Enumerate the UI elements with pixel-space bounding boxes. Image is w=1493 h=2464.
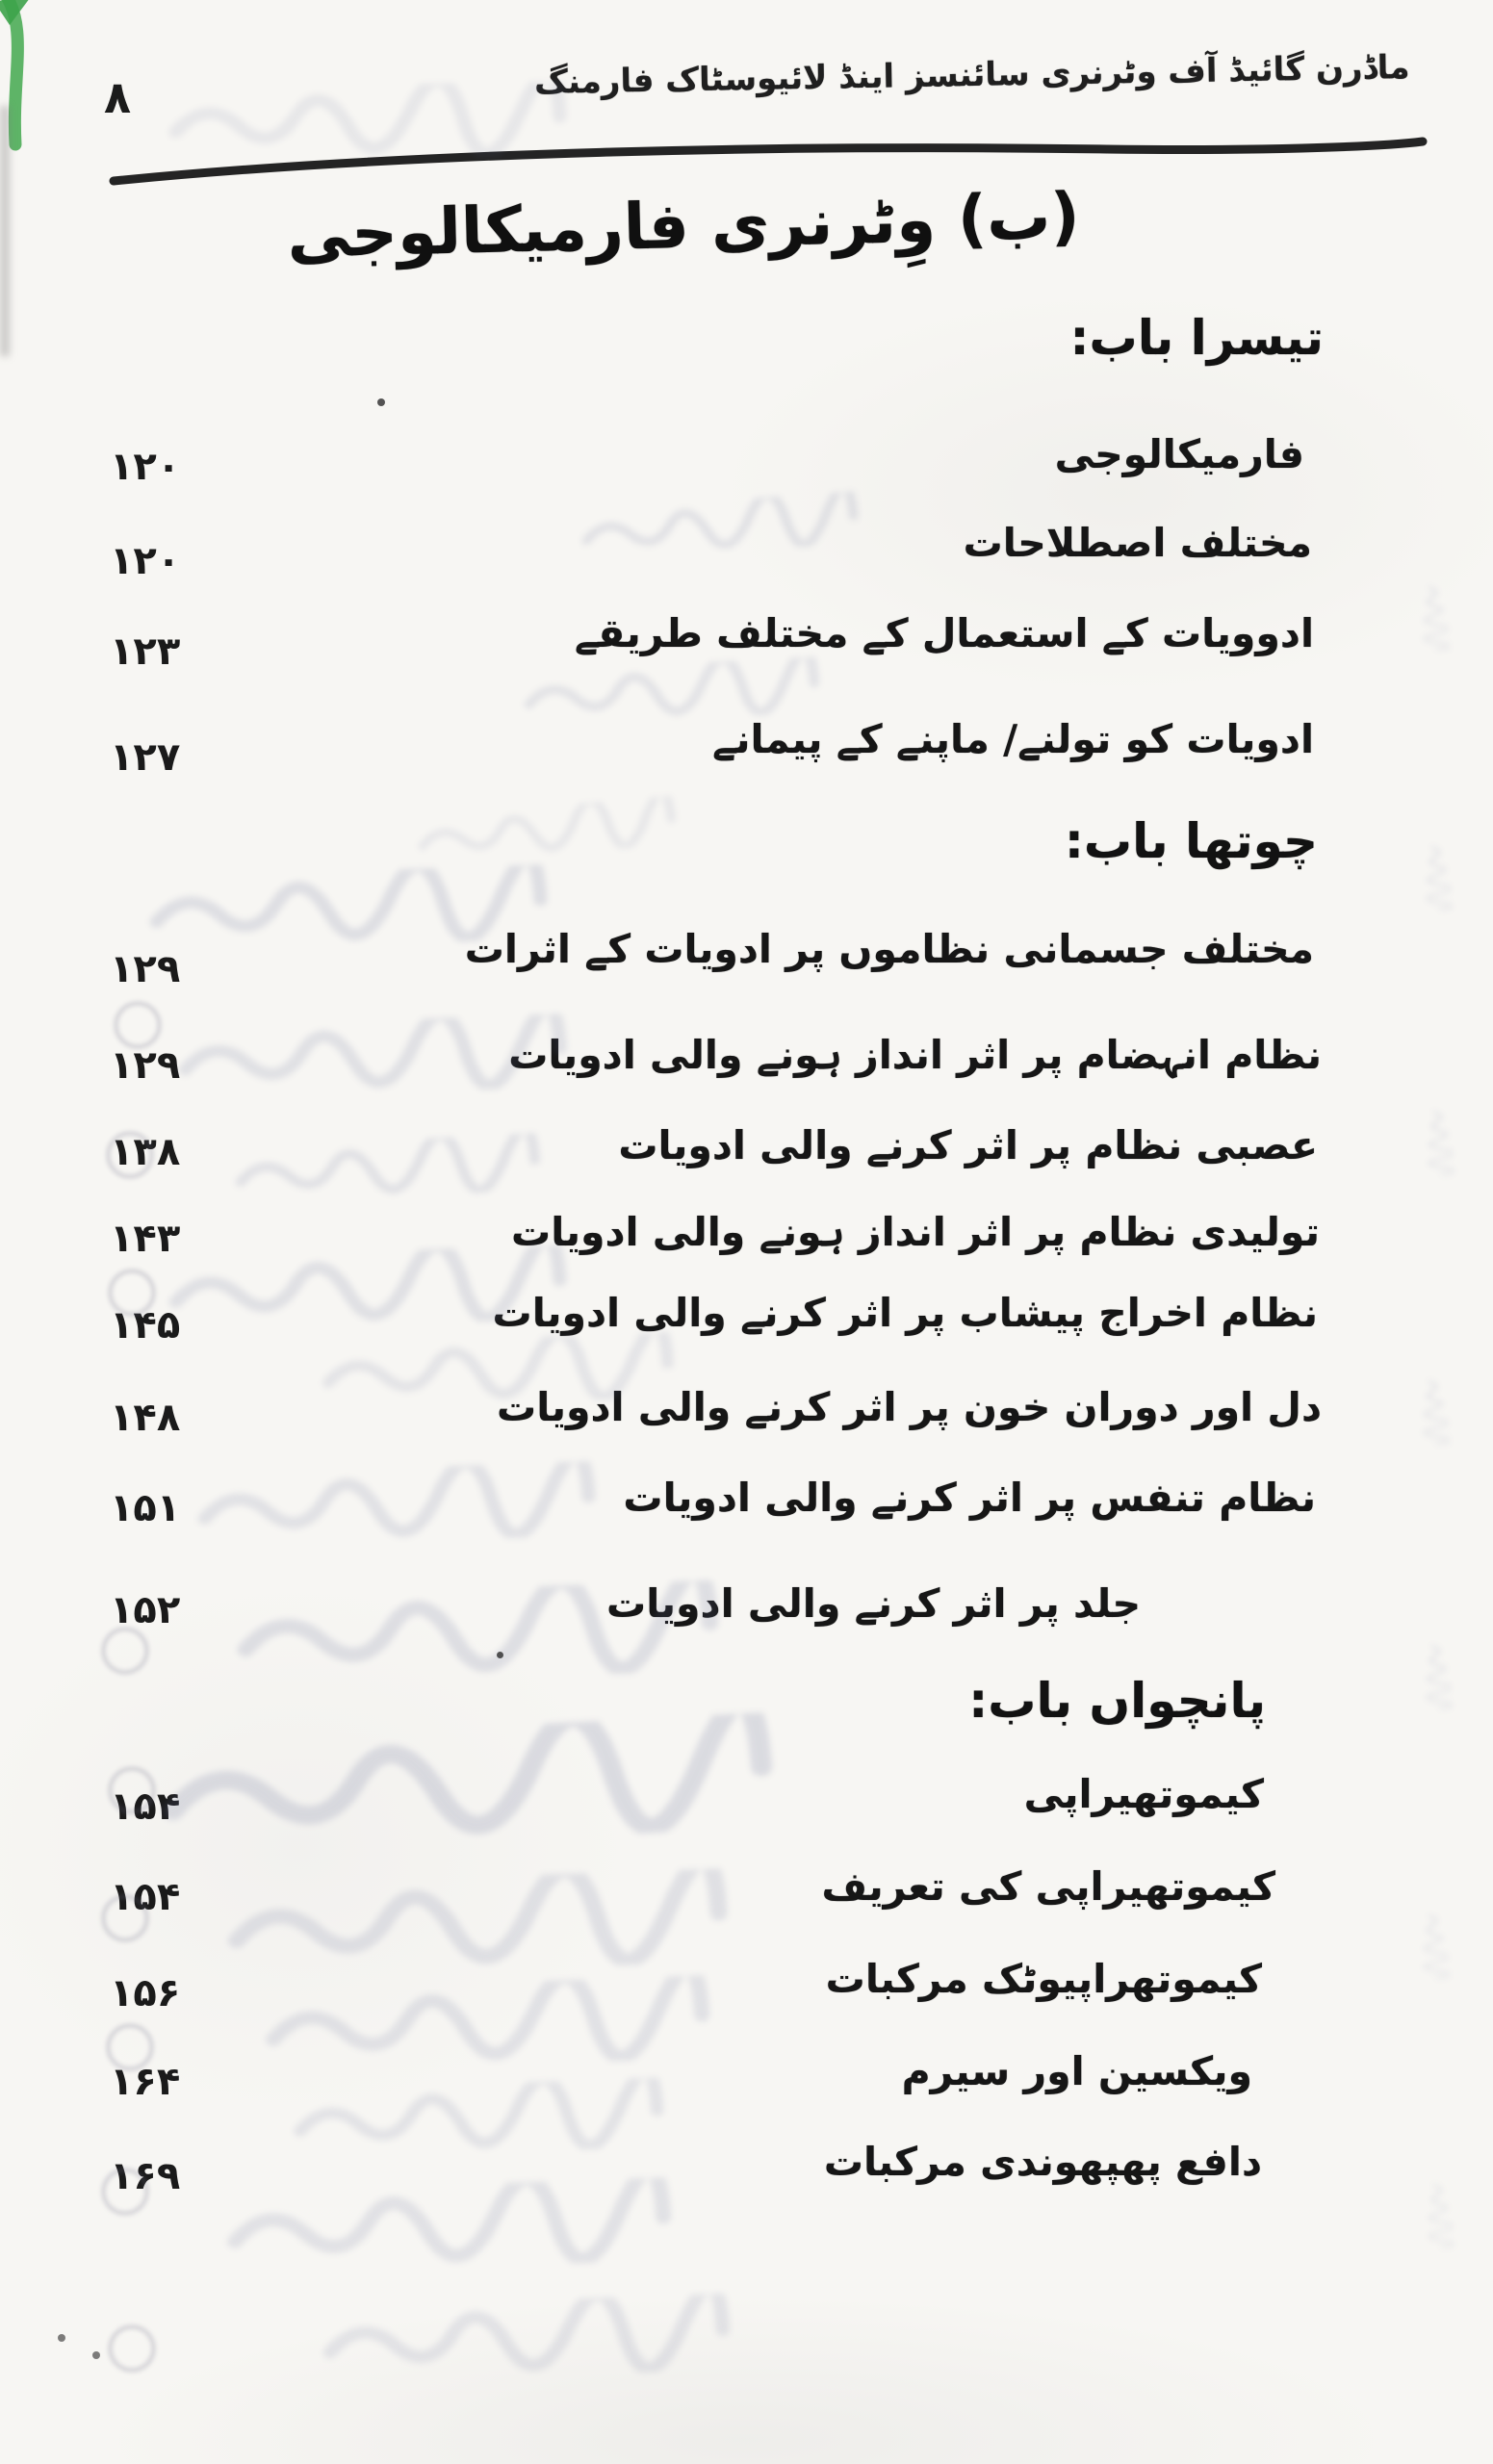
bleedthrough-mark [317,2293,742,2383]
toc-entry-title: دل اور دوران خون پر اثر کرنے والی ادویات [497,1384,1322,1430]
bleedthrough-mark [1424,1109,1454,1178]
toc-page-number: ۱۲۰ [110,445,181,489]
bleedthrough-ring [101,1627,149,1675]
page-number: ۸ [104,71,132,123]
section-title: (ب) وِٹرنری فارمیکالوجی [286,178,1081,273]
toc-page-number: ۱۵۶ [110,1971,181,2015]
chapter-heading: چوتھا باب: [1064,813,1318,869]
toc-page-number: ۱۲۹ [110,1043,181,1088]
toc-entry-title: مختلف اصطلاحات [963,520,1312,566]
toc-page-number: ۱۴۵ [110,1303,181,1348]
bleedthrough-mark [1422,844,1453,913]
bleedthrough-mark [151,1711,791,1859]
toc-entry-title: ویکسین اور سیرم [901,2048,1252,2094]
bleedthrough-mark [1422,1643,1453,1712]
bleedthrough-ring [114,1001,162,1049]
chapter-heading: تیسرا باب: [1069,310,1324,366]
toc-page-number: ۱۳۸ [110,1130,181,1174]
bleedthrough-mark [1419,584,1450,654]
bleedthrough-mark [219,1868,742,1980]
toc-page-number: ۱۴۳ [110,1217,181,1261]
toc-page-number: ۱۴۸ [110,1396,181,1440]
toc-entry-title: کیموتھیراپی [1023,1771,1264,1817]
toc-entry-title: کیموتھراپیوٹک مرکبات [825,1956,1262,2002]
bleedthrough-mark [288,2077,675,2160]
toc-entry-title: دافع پھپھوندی مرکبات [823,2139,1262,2185]
toc-entry-title: عصبی نظام پر اثر کرنے والی ادویات [618,1122,1318,1168]
toc-entry-title: تولیدی نظام پر اثر انداز ہونے والی ادویات [511,1209,1320,1255]
toc-page-number: ۱۵۲ [110,1588,181,1632]
toc-page-number: ۱۶۹ [110,2154,181,2198]
toc-page-number: ۱۵۴ [110,1784,181,1829]
toc-entry-title: مختلف جسمانی نظاموں پر ادویات کے اثرات [464,926,1314,972]
bleedthrough-mark [1424,2182,1454,2251]
toc-entry-title: فارمیکالوجی [1054,431,1304,477]
bleedthrough-mark [1419,1912,1450,1982]
toc-page-number: ۱۲۷ [110,735,181,780]
bleedthrough-mark [1419,1378,1450,1448]
bleedthrough-mark [412,795,684,867]
speck [497,1652,503,1658]
bleedthrough-ring [108,2324,156,2373]
toc-page-number: ۱۶۴ [110,2060,181,2104]
toc-entry-title: نظام انہضام پر اثر انداز ہونے والی ادویات [508,1032,1322,1078]
toc-entry-title: جلد پر اثر کرنے والی ادویات [606,1580,1141,1627]
bleedthrough-mark [259,1975,724,2074]
speck [377,398,385,406]
toc-entry-title: کیموتھیراپی کی تعریف [821,1863,1275,1910]
toc-entry-title: نظام اخراج پیشاب پر اثر کرنے والی ادویات [492,1290,1318,1336]
running-header-title: ماڈرن گائیڈ آف وٹرنری سائنسز اینڈ لائیوسٹاک فارمنگ [534,48,1411,102]
toc-page-number: ۱۲۰ [110,539,181,583]
toc-page-number: ۱۵۱ [110,1486,181,1530]
bleedthrough-mark [230,1132,551,1206]
toc-page-number: ۱۲۳ [110,629,181,674]
toc-page-number: ۱۲۹ [110,947,181,991]
toc-entry-title: نظام تنفس پر اثر کرنے والی ادویات [623,1475,1316,1521]
bleedthrough-mark [576,491,867,563]
toc-entry-title: ادویات کو تولنے/ ماپنے کے پیمانے [712,716,1314,762]
toc-entry-title: ادوویات کے استعمال کے مختلف طریقے [574,610,1314,656]
bleedthrough-mark [220,2177,685,2276]
chapter-heading: پانچواں باب: [968,1673,1266,1729]
speck [92,2351,100,2359]
speck [58,2334,65,2342]
toc-page-number: ۱۵۴ [110,1875,181,1919]
bleedthrough-mark [192,1461,607,1550]
